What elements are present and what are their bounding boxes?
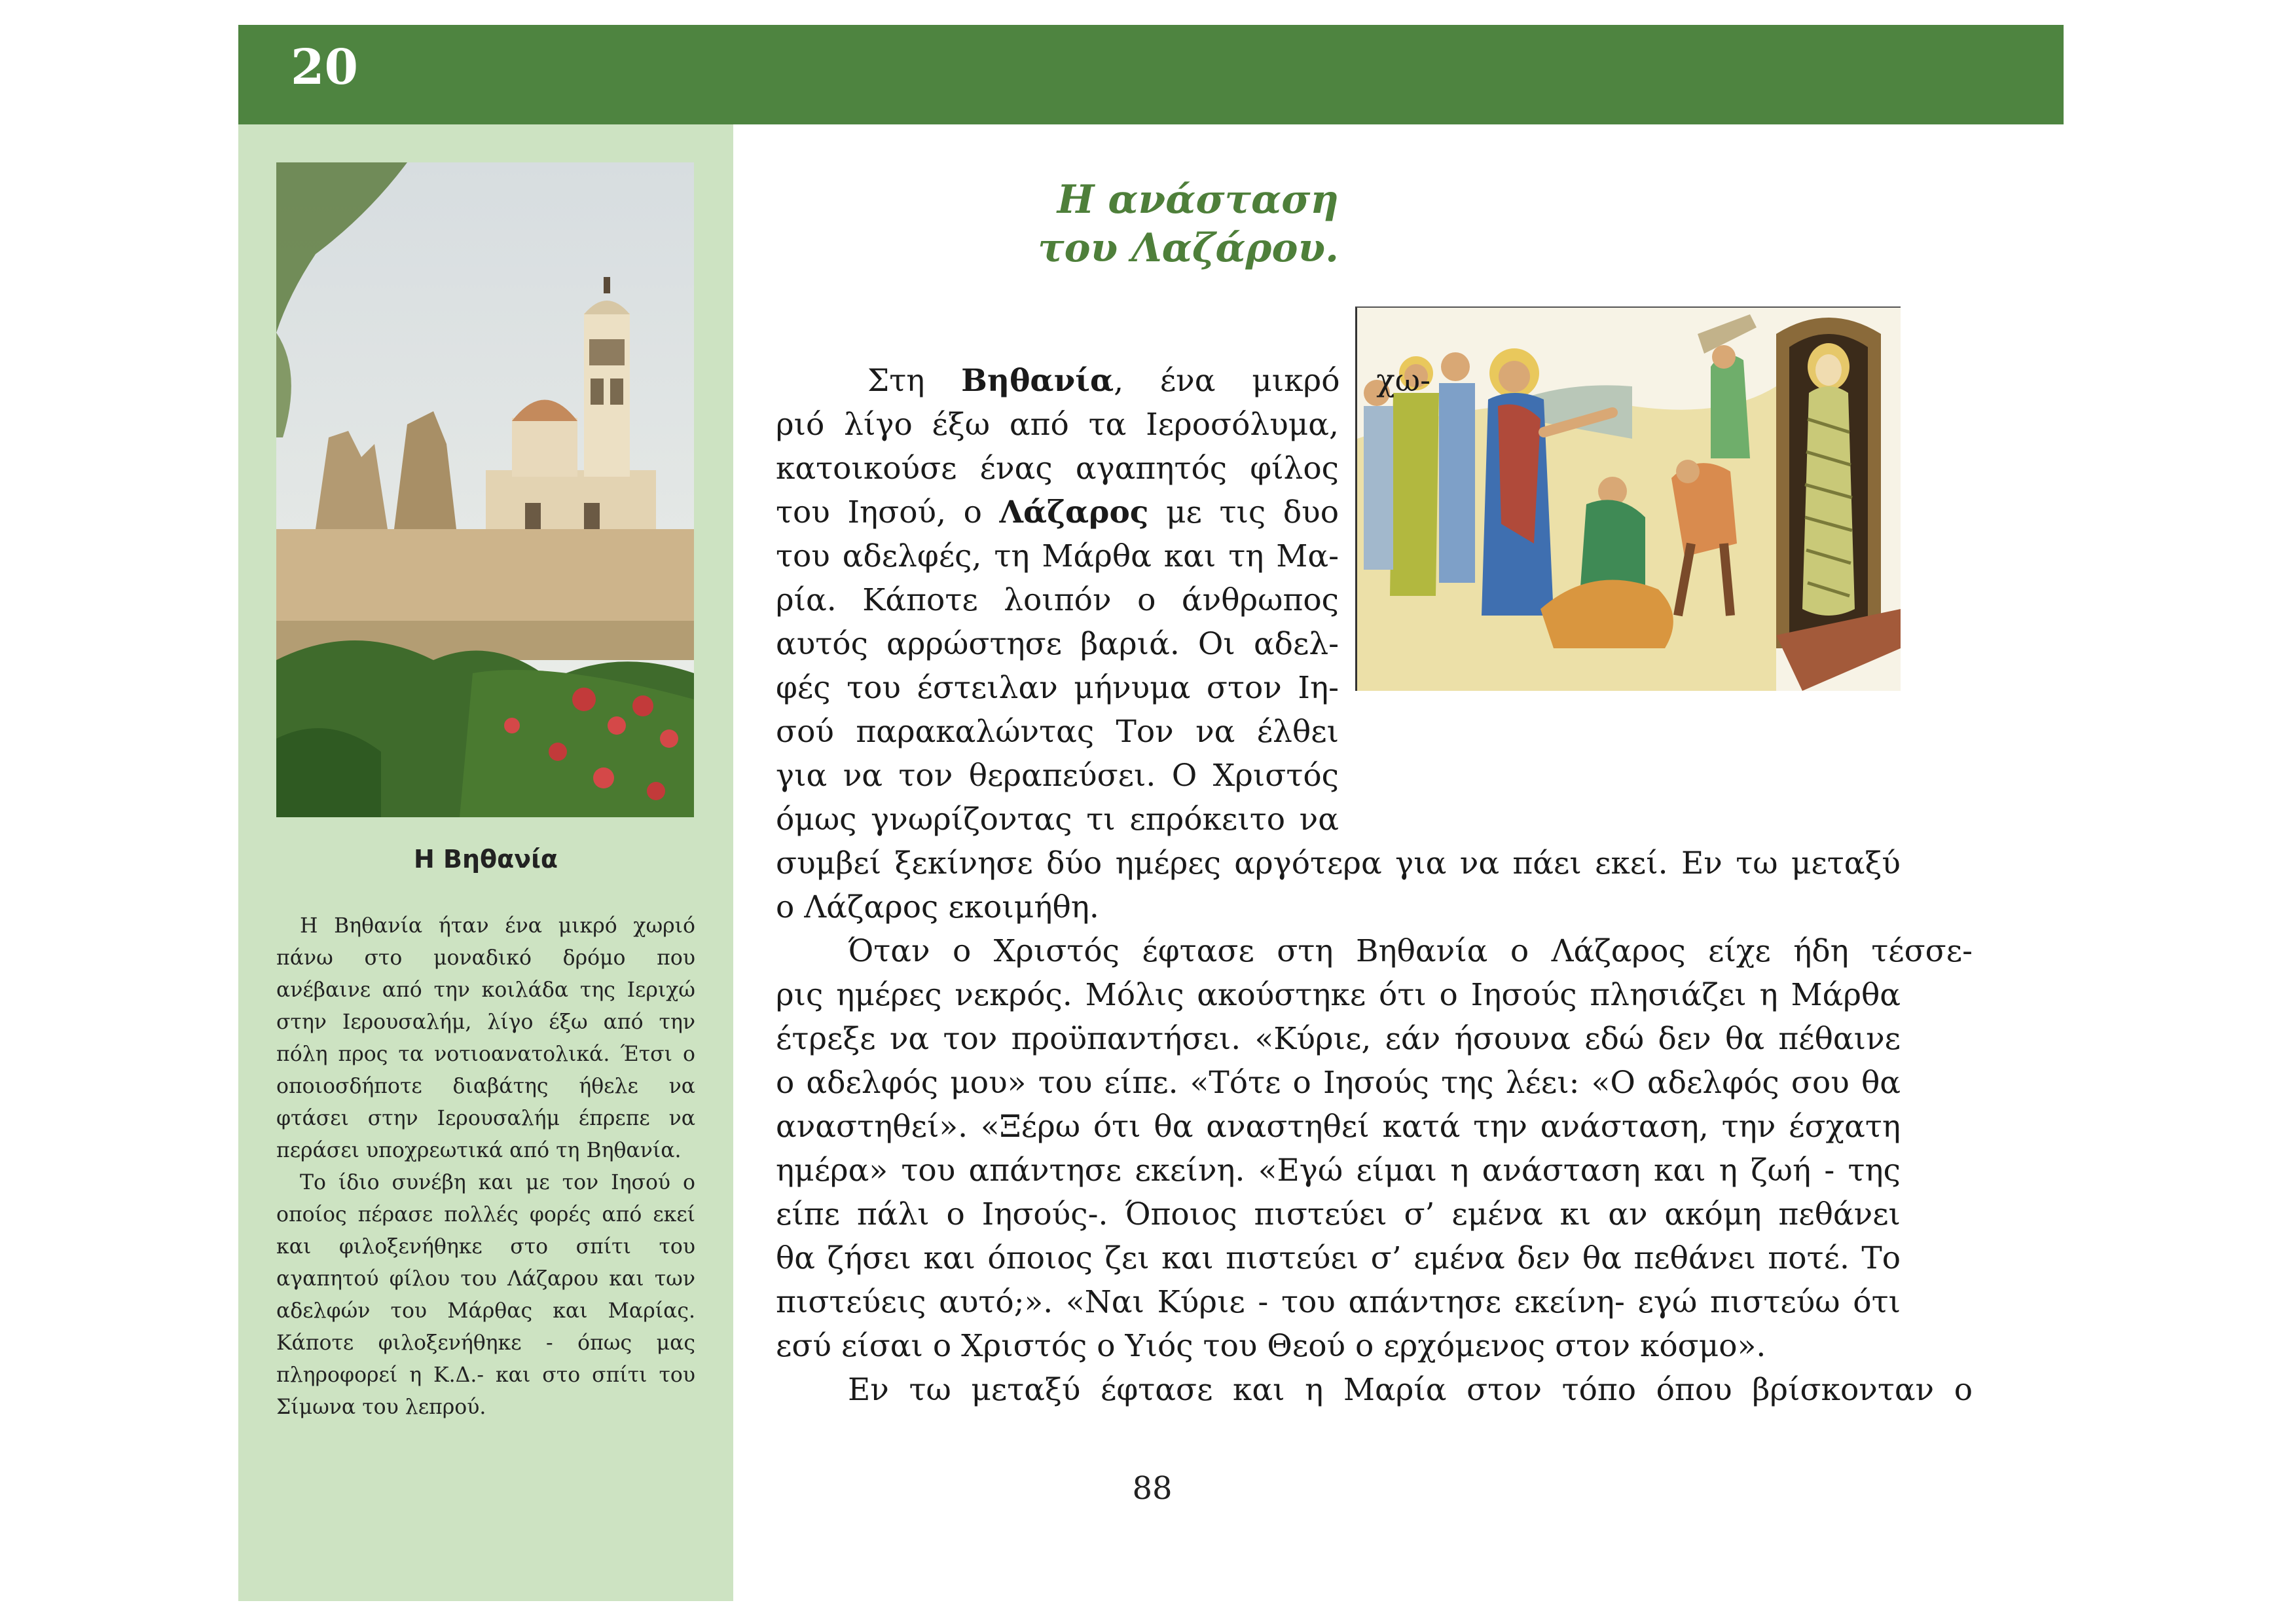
text-line: είπε πάλι ο Ιησούς-. Όποιος πιστεύει σ’ εμένα κι αν ακόμη πεθάνει: [776, 1196, 1901, 1232]
text-line: ρις ημέρες νεκρός. Μόλις ακούστηκε ότι ο Ιησούς πλησιάζει η Μάρθα: [776, 977, 1901, 1013]
text-fragment: με τις δυο: [1148, 494, 1339, 530]
text-line: του αδελφές, τη Μάρθα και τη Μα-: [776, 538, 1339, 574]
bold-term: Λάζαρος: [999, 494, 1149, 530]
bethany-photo-image: [276, 162, 694, 817]
text-line: αναστηθεί». «Ξέρω ότι θα αναστηθεί κατά την ανάσταση, την έσχατη: [776, 1109, 1901, 1145]
chapter-header-bar: [238, 25, 2064, 124]
text-line: Όταν ο Χριστός έφτασε στη Βηθανία ο Λάζαρος είχε ήδη τέσσε-: [848, 933, 1973, 969]
section-title-line: του Λαζάρου.: [1038, 225, 1339, 271]
text-fragment: του Ιησού, ο: [776, 494, 1000, 530]
text-line: [776, 490, 1339, 534]
text-line: κατοικούσε ένας αγαπητός φίλος: [776, 451, 1339, 487]
text-line: ο αδελφός μου» του είπε. «Τότε ο Ιησούς της λέει: «Ο αδελφός σου θα: [776, 1065, 1901, 1101]
text-line: ριό λίγο έξω από τα Ιεροσόλυμα,: [776, 407, 1339, 443]
text-line: [776, 359, 1430, 403]
text-line: φές του έστειλαν μήνυμα στον Ιη-: [776, 670, 1339, 706]
text-line: αυτός αρρώστησε βαριά. Οι αδελ-: [776, 626, 1339, 662]
text-line: θα ζήσει και όποιος ζει και πιστεύει σ’ εμένα δεν θα πεθάνει ποτέ. Το: [776, 1240, 1901, 1276]
text-line: ημέρα» του απάντησε εκείνη. «Εγώ είμαι η ανάσταση και η ζωή - της: [776, 1153, 1901, 1189]
text-fragment: , ένα μικρό χω-: [1114, 363, 1430, 399]
section-title-line: Η ανάσταση: [1057, 177, 1339, 223]
chapter-number: 20: [291, 39, 358, 96]
bold-term: Βηθανία: [961, 363, 1114, 399]
bethany-photo: [276, 162, 694, 817]
text-line: εσύ είσαι ο Χριστός ο Υιός του Θεού ο ερχόμενος στον κόσμο».: [776, 1328, 1766, 1364]
text-line: όμως γνωρίζοντας τι επρόκειτο να: [776, 802, 1339, 838]
sidebar-paragraph: Το ίδιο συνέβη και με τον Ιησού ο οποίος πέρασε πολλές φορές από εκεί και φιλοξενήθηκε στο σπίτι του αγαπητού φίλου του Λάζαρου και των αδελφών του Μάρθας και Μαρίας. Κάποτε φιλοξενήθηκε - όπως μας πληροφορεί η Κ.Δ.- και στο σπίτι του Σίμωνα του λεπρού.: [276, 1171, 695, 1419]
sidebar-text: [276, 910, 695, 1424]
text-line: για να τον θεραπεύσει. Ο Χριστός: [776, 758, 1339, 794]
text-line: έτρεξε να τον προϋπαντήσει. «Κύριε, εάν ήσουνα εδώ δεν θα πέθαινε: [776, 1021, 1901, 1057]
text-line: συμβεί ξεκίνησε δύο ημέρες αργότερα για να πάει εκεί. Εν τω μεταξύ: [776, 845, 1901, 881]
section-title: [917, 175, 1339, 272]
main-body-text: [776, 359, 1973, 1412]
photo-caption: Η Βηθανία: [413, 845, 558, 874]
text-line: σού παρακαλώντας Τον να έλθει: [776, 714, 1339, 750]
text-line: ρία. Κάποτε λοιπόν ο άνθρωπος: [776, 582, 1339, 618]
text-line: Εν τω μεταξύ έφτασε και η Μαρία στον τόπο όπου βρίσκονταν ο: [848, 1372, 1973, 1408]
page-number: 88: [1132, 1470, 1173, 1507]
text-line: ο Λάζαρος εκοιμήθη.: [776, 889, 1099, 925]
sidebar-paragraph: Η Βηθανία ήταν ένα μικρό χωριό πάνω στο μοναδικό δρόμο που ανέβαινε από την κοιλάδα της Ιεριχώ στην Ιερουσαλήμ, λίγο έξω από την πόλη προς τα νοτιοανατολικά. Έτσι ο οποιοσδήποτε διαβάτης ήθελε να φτάσει στην Ιερουσαλήμ έπρεπε να περάσει υποχρεωτικά από τη Βηθανία.: [276, 914, 695, 1162]
text-line: πιστεύεις αυτό;». «Ναι Κύριε - του απάντησε εκείνη- εγώ πιστεύω ότι: [776, 1284, 1901, 1320]
sidebar-panel: [238, 124, 733, 1601]
text-fragment: Στη: [867, 363, 962, 399]
